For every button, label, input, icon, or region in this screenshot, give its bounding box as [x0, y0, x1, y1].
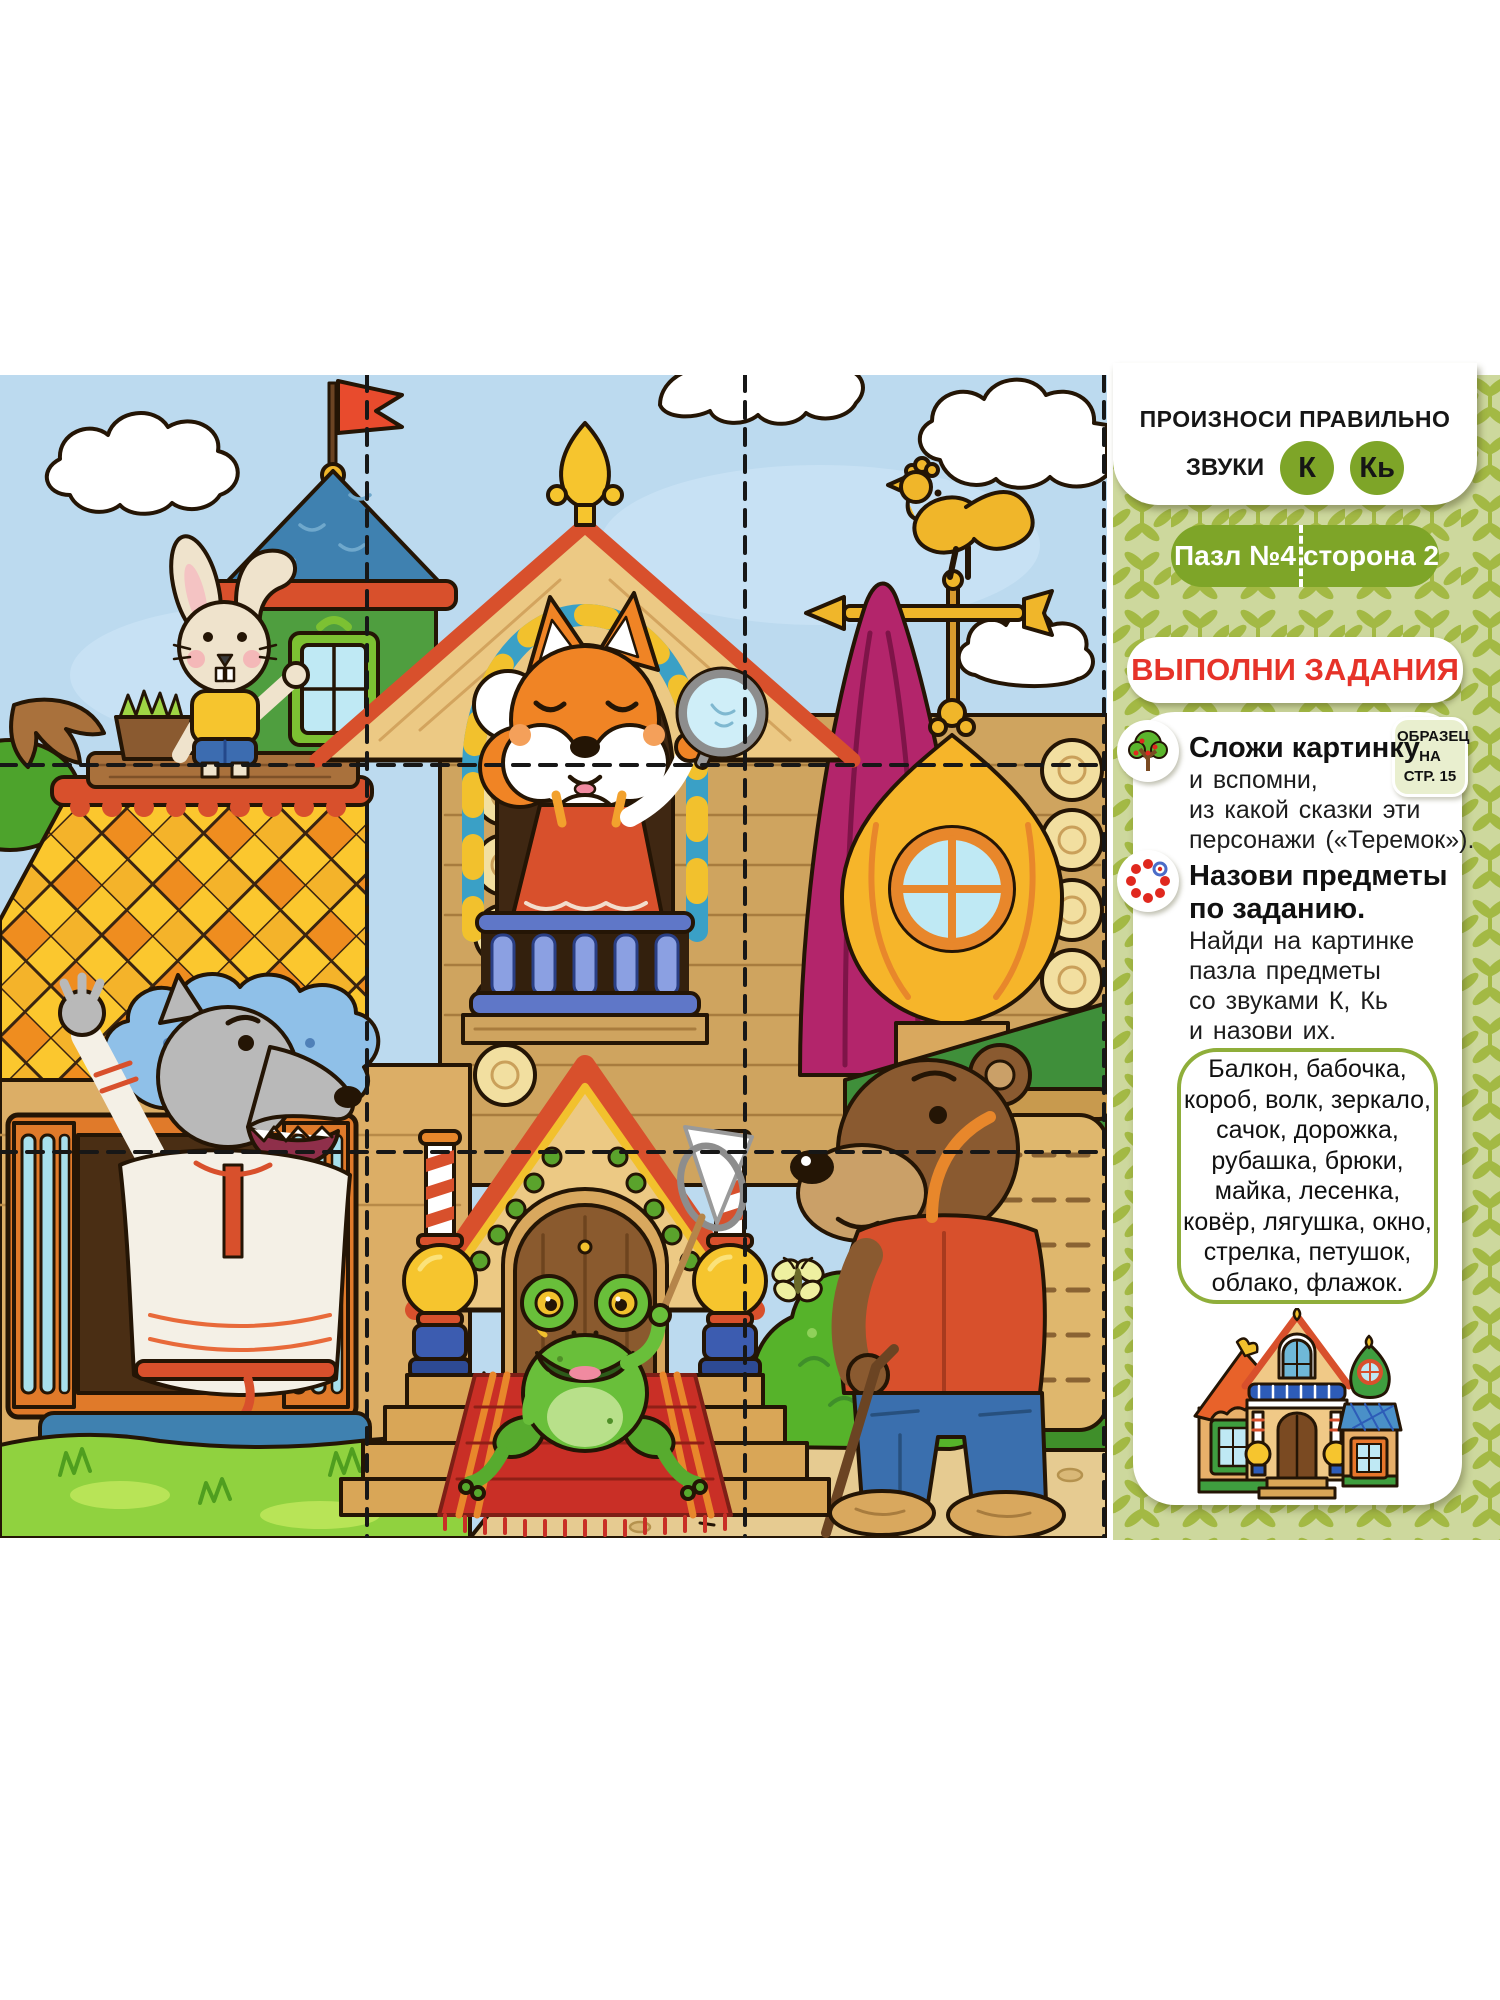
word-list-line: майка, лесенка,: [1214, 1177, 1401, 1205]
apple-tree-icon: [1117, 720, 1179, 782]
mini-balcony: [1249, 1384, 1345, 1400]
bear-shoe: [830, 1491, 934, 1535]
teremok-scene-drawing: [0, 375, 1107, 1538]
puzzle-illustration: [0, 375, 1107, 1538]
task2-heading: Назови предметы: [1189, 860, 1448, 892]
puzzle-number: Пазл №4: [1173, 540, 1296, 571]
puzzle-side: сторона 2: [1299, 525, 1439, 587]
bear-shoe: [948, 1492, 1064, 1538]
sample-line3: СТР. 15: [1403, 768, 1457, 785]
dots-circle-icon: [1117, 850, 1179, 912]
task1-line: из какой сказки эти: [1189, 796, 1421, 824]
pronounce-correctly-box: [1113, 363, 1477, 505]
word-list-line: Балкон, бабочка,: [1208, 1055, 1407, 1083]
sounds-label: ЗВУКИ: [1185, 454, 1265, 481]
word-list-line: рубашка, брюки,: [1211, 1146, 1404, 1175]
task-sidebar: [1113, 375, 1500, 1540]
word-list-line: стрелка, петушок,: [1203, 1238, 1412, 1266]
sample-house-image: [1191, 1308, 1403, 1504]
tasks-panel: [1133, 712, 1475, 1505]
task2-line: пазла предметы: [1189, 957, 1381, 985]
task1-text: [1189, 732, 1475, 855]
task2-text: [1189, 860, 1461, 1046]
word-list-line: облако, флажок.: [1211, 1268, 1404, 1297]
task1-heading: Сложи картинку: [1189, 732, 1420, 764]
word-list-box: [1177, 1048, 1438, 1304]
task2-line: Найди на картинке: [1189, 927, 1415, 955]
word-list-line: короб, волк, зеркало,: [1183, 1085, 1431, 1114]
rabbit-shirt: [192, 691, 258, 743]
pronounce-title: ПРОИЗНОСИ ПРАВИЛЬНО: [1139, 406, 1451, 432]
sound-k-circle: К: [1280, 441, 1334, 495]
task1-line: и вспомни,: [1189, 766, 1318, 794]
sample-line2: НА: [1419, 748, 1441, 765]
word-list-line: сачок, дорожка,: [1216, 1116, 1399, 1144]
tasks-title-box: ВЫПОЛНИ ЗАДАНИЯ: [1127, 637, 1463, 703]
task2-heading: по заданию.: [1189, 893, 1366, 925]
task2-line: со звуками К, Кь: [1189, 987, 1388, 1015]
task1-line: персонажи («Теремок»).: [1189, 826, 1475, 854]
sample-line1: ОБРАЗЕЦ: [1397, 728, 1470, 745]
sound-k-soft-circle: Кь: [1350, 441, 1404, 495]
puzzle-number-badge: [1171, 525, 1439, 587]
task2-line: и назови их.: [1189, 1017, 1337, 1045]
balcony: [463, 913, 707, 1043]
word-list-line: ковёр, лягушка, окно,: [1183, 1207, 1432, 1236]
